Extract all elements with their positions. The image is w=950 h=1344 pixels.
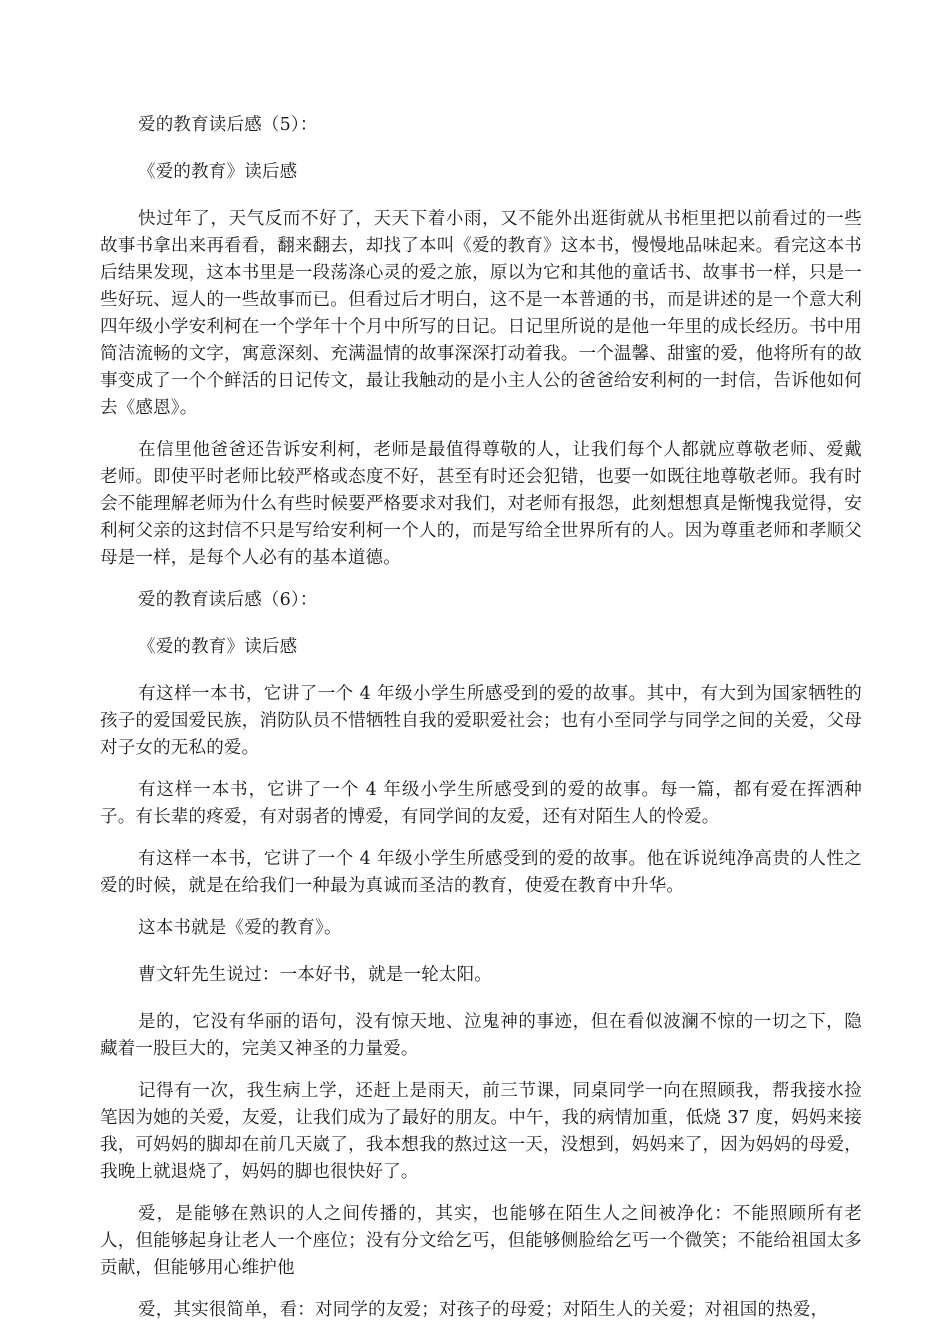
paragraph: 爱，其实很简单，看：对同学的友爱；对孩子的母爱；对陌生人的关爱；对祖国的热爱， (138, 1300, 829, 1320)
paragraph: 记得有一次，我生病上学，还赶上是雨天，前三节课，同桌同学一向在照顾我，帮我接水捡笔因为她的关爱，友爱，让我们成为了最好的朋友。中午，我的病情加重，低烧 37 度，妈妈来接我，可妈妈的脚却在前几天崴了，我本想我的熬过这一天，没想到，妈妈来了，因为妈妈的母爱，我晚上就退烧了，妈妈的脚也很快好了。 (100, 1081, 862, 1182)
section-heading-6: 爱的教育读后感（6）： (138, 590, 318, 610)
document-body (100, 112, 862, 1339)
paragraph: 爱，是能够在熟识的人之间传播的，其实，也能够在陌生人之间被净化：不能照顾所有老人，但能够起身让老人一个座位；没有分文给乞丐，但能够侧脸给乞丐一个微笑；不能给祖国太多贡献，但能够用心维护他 (100, 1204, 862, 1278)
paragraph: 是的，它没有华丽的语句，没有惊天地、泣鬼神的事迹，但在看似波澜不惊的一切之下，隐藏着一股巨大的，完美又神圣的力量爱。 (100, 1012, 862, 1059)
section-heading-5: 爱的教育读后感（5）： (138, 115, 318, 135)
paragraph: 曹文轩先生说过：一本好书，就是一轮太阳。 (138, 965, 492, 985)
section-subtitle-6: 《爱的教育》读后感 (138, 637, 298, 657)
paragraph: 有这样一本书，它讲了一个 4 年级小学生所感受到的爱的故事。他在诉说纯净高贵的人性之爱的时候，就是在给我们一种最为真诚而圣洁的教育，使爱在教育中升华。 (100, 849, 862, 896)
paragraph: 快过年了，天气反而不好了，天天下着小雨，又不能外出逛街就从书柜里把以前看过的一些故事书拿出来再看看，翻来翻去，却找了本叫《爱的教育》这本书，慢慢地品味起来。看完这本书后结果发现，这本书里是一段荡涤心灵的爱之旅，原以为它和其他的童话书、故事书一样，只是一些好玩、逗人的一些故事而已。但看过后才明白，这不是一本普通的书，而是讲述的是一个意大利四年级小学安利柯在一个学年十个月中所写的日记。日记里所说的是他一年里的成长经历。书中用简洁流畅的文字，寓意深刻、充满温情的故事深深打动着我。一个温馨、甜蜜的爱，他将所有的故事变成了一个个鲜活的日记传文，最让我触动的是小主人公的爸爸给安利柯的一封信，告诉他如何去《感恩》。 (100, 209, 862, 418)
paragraph: 有这样一本书，它讲了一个 4 年级小学生所感受到的爱的故事。其中，有大到为国家牺牲的孩子的爱国爱民族，消防队员不惜牺牲自我的爱职爱社会；也有小至同学与同学之间的关爱，父母对子女的无私的爱。 (100, 684, 862, 758)
section-subtitle-5: 《爱的教育》读后感 (138, 162, 298, 182)
paragraph: 这本书就是《爱的教育》。 (138, 918, 342, 938)
paragraph: 有这样一本书，它讲了一个 4 年级小学生所感受到的爱的故事。每一篇，都有爱在挥洒种子。有长辈的疼爱，有对弱者的博爱，有同学间的友爱，还有对陌生人的怜爱。 (100, 780, 862, 827)
paragraph: 在信里他爸爸还告诉安利柯，老师是最值得尊敬的人，让我们每个人都就应尊敬老师、爱戴老师。即使平时老师比较严格或态度不好，甚至有时还会犯错，也要一如既往地尊敬老师。我有时会不能理解老师为什么有些时候要严格要求对我们，对老师有报怨，此刻想想真是惭愧我觉得，安利柯父亲的这封信不只是写给安利柯一个人的，而是写给全世界所有的人。因为尊重老师和孝顺父母是一样，是每个人必有的基本道德。 (100, 440, 862, 568)
